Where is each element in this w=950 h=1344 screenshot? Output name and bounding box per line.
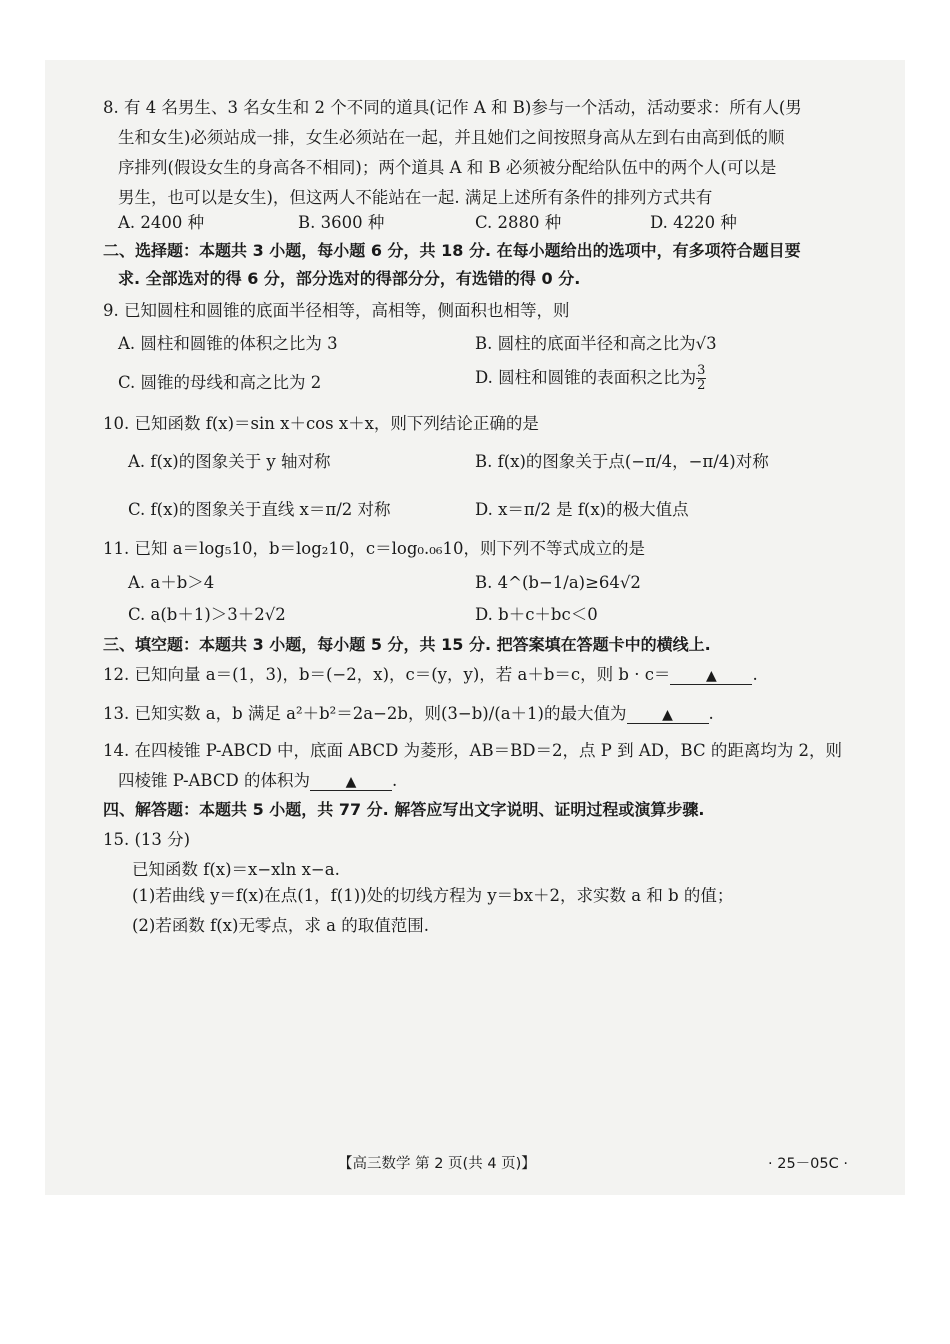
q14-text: 四棱锥 P-ABCD 的体积为 [118,771,310,790]
q11-stem: 11. 已知 a＝log₅10，b＝log₂10，c＝log₀.₀₆10，则下列不等式成立的是 [103,539,645,558]
q10-option-a: A. f(x)的图象关于 y 轴对称 [128,452,331,471]
q10-stem: 10. 已知函数 f(x)＝sin x＋cos x＋x，则下列结论正确的是 [103,414,539,433]
q8-option-b: B. 3600 种 [298,213,385,232]
blank-triangle-icon: ▲ [345,774,357,790]
section-3-heading: 三、填空题：本题共 3 小题，每小题 5 分，共 15 分. 把答案填在答题卡中的横线上. [103,635,711,654]
q11-option-a: A. a＋b＞4 [128,573,215,592]
q8-line-1: 8. 有 4 名男生、3 名女生和 2 个不同的道具(记作 A 和 B)参与一个活动，活动要求：所有人(男 [103,98,802,117]
q8-line-2: 生和女生)必须站成一排，女生必须站在一起，并且她们之间按照身高从左到右由高到低的顺 [118,128,785,147]
q8-option-d: D. 4220 种 [650,213,737,232]
q8-line-4: 男生，也可以是女生)，但这两人不能站在一起. 满足上述所有条件的排列方式共有 [118,188,713,207]
q9-option-c: C. 圆锥的母线和高之比为 2 [118,373,322,392]
q10-option-c: C. f(x)的图象关于直线 x＝π/2 对称 [128,500,391,519]
section-4-heading: 四、解答题：本题共 5 小题，共 77 分. 解答应写出文字说明、证明过程或演算步骤. [103,800,705,819]
q8-option-a: A. 2400 种 [118,213,205,232]
q9-stem: 9. 已知圆柱和圆锥的底面半径相等，高相等，侧面积也相等，则 [103,301,570,320]
page-footer-label: 【高三数学 第 2 页(共 4 页)】 [338,1156,536,1172]
q10-option-b: B. f(x)的图象关于点(−π/4，−π/4)对称 [475,452,769,471]
q9-option-d-text: D. 圆柱和圆锥的表面积之比为 [475,368,697,387]
q8-option-c: C. 2880 种 [475,213,562,232]
q13-period: . [708,704,714,723]
q14-line-2 [118,770,397,792]
q8-line-3: 序排列(假设女生的身高各不相同)；两个道具 A 和 B 必须被分配给队伍中的两个人(可以是 [118,158,777,177]
q13-answer-blank [627,705,709,724]
q9-option-b: B. 圆柱的底面半径和高之比为√3 [475,334,717,353]
blank-triangle-icon: ▲ [662,707,673,723]
q9-option-d [475,364,706,393]
q12-period: . [752,665,758,684]
q15-part-1: (1)若曲线 y＝f(x)在点(1，f(1))处的切线方程为 y＝bx＋2，求实数 a 和 b 的值； [132,886,734,905]
exam-code: · 25－05C · [768,1156,848,1172]
section-2-instructions: 求. 全部选对的得 6 分，部分选对的得部分分，有选错的得 0 分. [118,269,581,288]
q10-option-d: D. x＝π/2 是 f(x)的极大值点 [475,500,689,519]
q15-given: 已知函数 f(x)＝x−xln x−a. [132,860,340,879]
q15-part-2: (2)若函数 f(x)无零点，求 a 的取值范围. [132,916,429,935]
q9-option-a: A. 圆柱和圆锥的体积之比为 3 [118,334,338,353]
q11-option-b: B. 4^(b−1/a)≥64√2 [475,573,641,592]
q14-line-1: 14. 在四棱锥 P-ABCD 中，底面 ABCD 为菱形，AB＝BD＝2，点 P 到 AD，BC 的距离均为 2，则 [103,741,843,760]
q9-option-d-fraction [696,364,706,393]
q14-period: . [391,771,398,790]
q13-stem [103,703,714,725]
fraction-numerator: 3 [697,363,706,378]
q14-answer-blank [310,772,392,791]
section-2-heading: 二、选择题：本题共 3 小题，每小题 6 分，共 18 分. 在每小题给出的选项中，有多项符合题目要 [103,241,801,260]
q12-text: 12. 已知向量 a＝(1，3)，b＝(−2，x)，c＝(y，y)，若 a＋b＝c，则 b · c＝ [103,665,671,684]
q13-text: 13. 已知实数 a，b 满足 a²＋b²＝2a−2b，则(3−b)/(a＋1)的最大值为 [103,704,627,723]
blank-triangle-icon: ▲ [706,668,717,684]
q15-title: 15. (13 分) [103,830,191,849]
q11-option-c: C. a(b＋1)＞3＋2√2 [128,605,286,624]
q11-option-d: D. b＋c＋bc＜0 [475,605,598,624]
q12-stem [103,664,758,686]
fraction-denominator: 2 [697,378,706,393]
q12-answer-blank [670,666,752,685]
